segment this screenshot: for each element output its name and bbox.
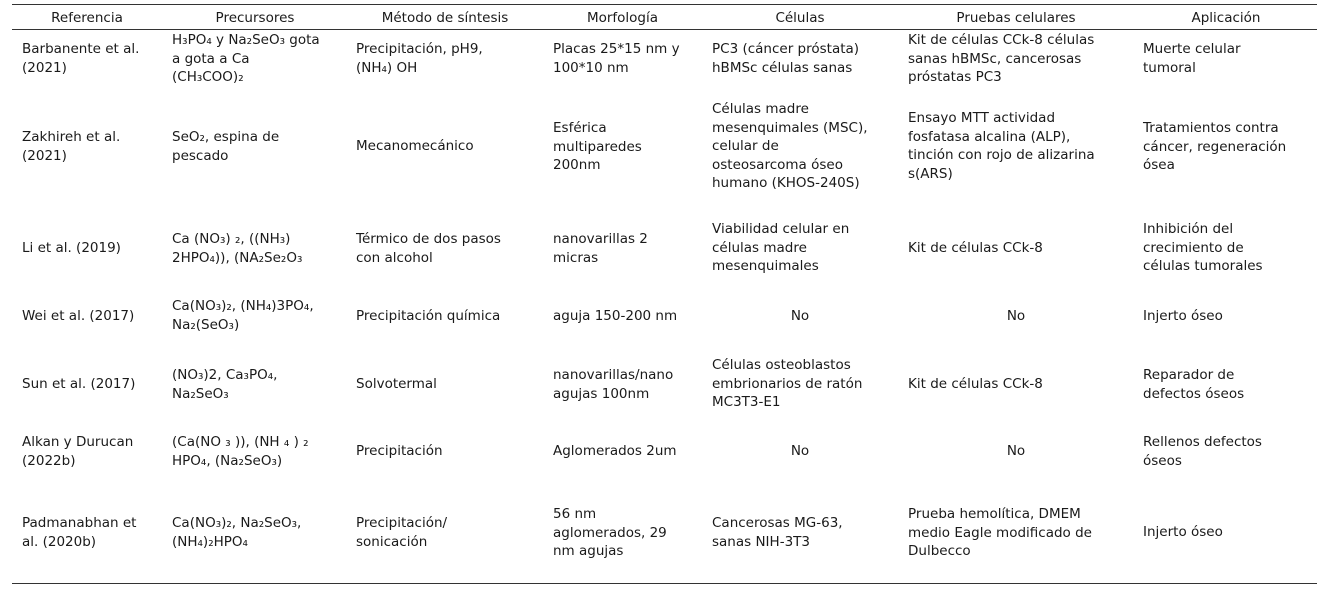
header-precursores: Precursores: [215, 10, 295, 26]
cell-precursores: Ca(NO₃)₂, Na₂SeO₃, (NH₄)₂HPO₄: [172, 515, 302, 550]
cell-precursores: (NO₃)2, Ca₃PO₄, Na₂SeO₃: [172, 367, 278, 402]
cell-aplicacion: Rellenos defectos óseos: [1143, 434, 1262, 469]
cell-morfologia: nanovarillas/nano agujas 100nm: [553, 367, 674, 402]
cell-metodo: Precipitación/ sonicación: [356, 515, 448, 550]
cell-pruebas: No: [1006, 443, 1026, 459]
cell-metodo: Solvotermal: [356, 376, 437, 392]
header-celulas: Células: [775, 10, 825, 26]
cell-pruebas: Prueba hemolítica, DMEM medio Eagle modificado de Dulbecco: [908, 506, 1092, 559]
cell-precursores: (Ca(NO ₃ )), (NH ₄ ) ₂ HPO₄, (Na₂SeO₃): [172, 434, 309, 469]
table-top-rule: [12, 4, 1317, 5]
cell-pruebas: Kit de células CCk-8: [908, 376, 1043, 392]
header-bottom-rule: [12, 29, 1317, 30]
cell-pruebas: Kit de células CCk-8: [908, 240, 1043, 256]
cell-pruebas: Kit de células CCk-8 células sanas hBMSc, cancerosas próstatas PC3: [908, 32, 1095, 85]
cell-aplicacion: Tratamientos contra cáncer, regeneración ósea: [1143, 120, 1287, 173]
cell-celulas: PC3 (cáncer próstata) hBMSc células sanas: [712, 41, 860, 76]
cell-aplicacion: Inhibición del crecimiento de células tumorales: [1143, 221, 1263, 274]
cell-metodo: Precipitación: [356, 443, 443, 459]
cell-celulas: No: [790, 443, 810, 459]
cell-celulas: Células madre mesenquimales (MSC), celular de osteosarcoma óseo humano (KHOS-240S): [712, 101, 868, 191]
cell-metodo: Precipitación química: [356, 308, 501, 324]
cell-morfologia: aguja 150-200 nm: [553, 308, 678, 324]
cell-morfologia: 56 nm aglomerados, 29 nm agujas: [553, 506, 667, 559]
header-morfologia: Morfología: [586, 10, 659, 26]
cell-precursores: Ca (NO₃) ₂, ((NH₃) 2HPO₄)), (NA₂Se₂O₃: [172, 231, 303, 266]
cell-morfologia: Aglomerados 2um: [553, 443, 677, 459]
cell-referencia: Alkan y Durucan (2022b): [22, 434, 134, 469]
header-pruebas: Pruebas celulares: [956, 10, 1076, 26]
cell-referencia: Zakhireh et al. (2021): [22, 129, 121, 164]
table-bottom-rule: [12, 583, 1317, 584]
cell-pruebas: No: [1006, 308, 1026, 324]
cell-metodo: Precipitación, pH9, (NH₄) OH: [356, 41, 483, 76]
cell-celulas: No: [790, 308, 810, 324]
cell-aplicacion: Muerte celular tumoral: [1143, 41, 1241, 76]
cell-referencia: Padmanabhan et al. (2020b): [22, 515, 137, 550]
cell-precursores: H₃PO₄ y Na₂SeO₃ gota a gota a Ca (CH₃COO)₂: [172, 32, 320, 85]
cell-celulas: Células osteoblastos embrionarios de ratón MC3T3-E1: [712, 357, 863, 410]
cell-referencia: Wei et al. (2017): [22, 308, 135, 324]
cell-pruebas: Ensayo MTT actividad fosfatasa alcalina (ALP), tinción con rojo de alizarina s(ARS): [908, 110, 1095, 182]
header-aplicacion: Aplicación: [1191, 10, 1261, 26]
cell-aplicacion: Injerto óseo: [1143, 308, 1223, 324]
header-metodo: Método de síntesis: [381, 10, 509, 26]
cell-referencia: Li et al. (2019): [22, 240, 121, 256]
cell-referencia: Sun et al. (2017): [22, 376, 136, 392]
cell-aplicacion: Injerto óseo: [1143, 524, 1223, 540]
cell-precursores: Ca(NO₃)₂, (NH₄)3PO₄, Na₂(SeO₃): [172, 298, 314, 333]
cell-precursores: SeO₂, espina de pescado: [172, 129, 280, 164]
cell-morfologia: Placas 25*15 nm y 100*10 nm: [553, 41, 680, 76]
cell-morfologia: Esférica multiparedes 200nm: [553, 120, 642, 173]
cell-metodo: Mecanomecánico: [356, 138, 474, 154]
cell-metodo: Térmico de dos pasos con alcohol: [356, 231, 501, 266]
cell-celulas: Cancerosas MG-63, sanas NIH-3T3: [712, 515, 843, 550]
header-referencia: Referencia: [51, 10, 123, 26]
cell-celulas: Viabilidad celular en células madre mesenquimales: [712, 221, 850, 274]
cell-morfologia: nanovarillas 2 micras: [553, 231, 648, 266]
cell-aplicacion: Reparador de defectos óseos: [1143, 367, 1245, 402]
cell-referencia: Barbanente et al. (2021): [22, 41, 140, 76]
